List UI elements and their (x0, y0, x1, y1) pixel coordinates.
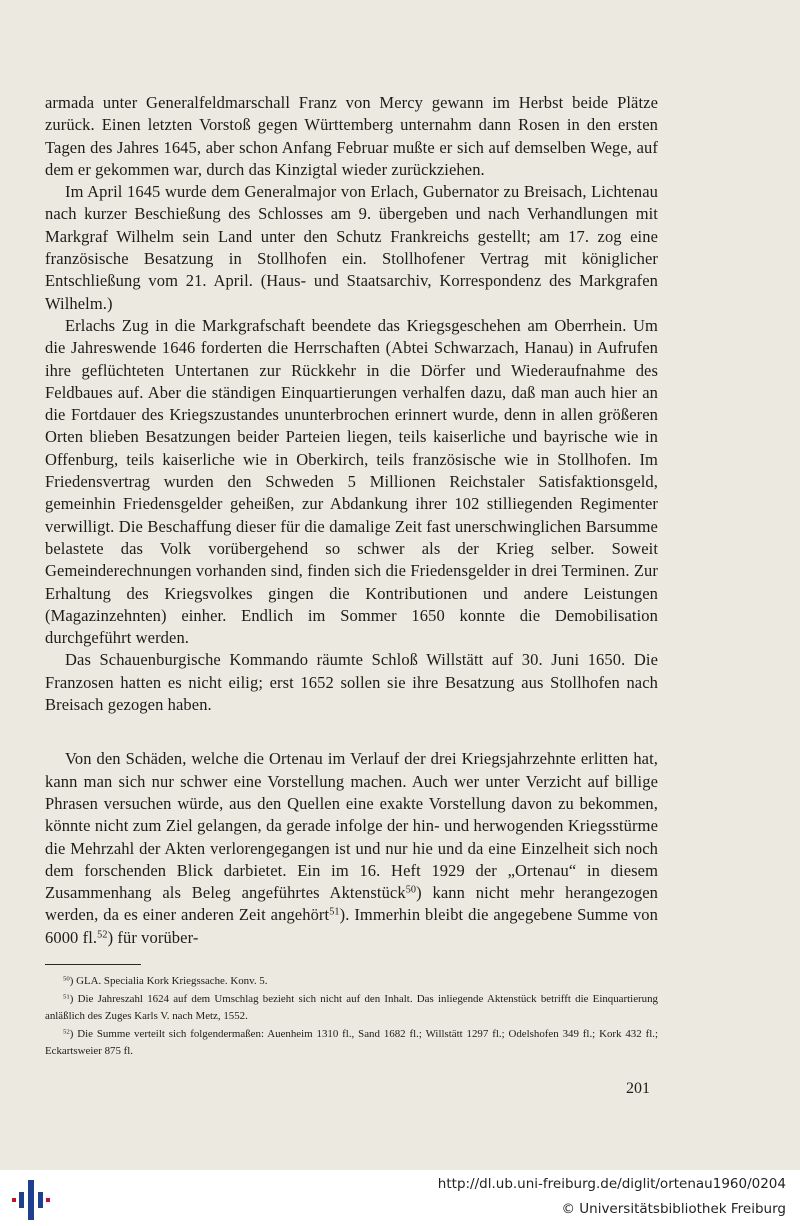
footnote-divider (45, 964, 141, 965)
paragraph: Im April 1645 wurde dem Generalmajor von Erlach, Gubernator zu Breisach, Lichtenau nach kurzer Beschießung des Schlosses am 9. übergeben und nach Verhandlungen mit Markgraf Wilhelm sein Land unter den Schutz Frankreichs gestellt; am 17. zog eine französische Besatzung in Stollhofen ein. Stollhofener Vertrag mit königlicher Entschließung vom 21. April. (Haus- und Staatsarchiv, Korrespondenz des Markgrafen Wilhelm.) (45, 182, 658, 313)
paragraph: Das Schauenburgische Kommando räumte Schloß Willstätt auf 30. Juni 1650. Die Franzosen hatten es nicht eilig; erst 1652 sollen sie ihre Besatzung aus Stollhofen nach Breisach gezogen haben. (45, 650, 658, 715)
paragraph-text: Von den Schäden, welche die Ortenau im Verlauf der drei Kriegsjahrzehnte erlitten hat, kann man sich nur schwer eine Vorstellung machen. Auch wer unter Verzicht auf billige Phrasen versuchen würde, aus den Quellen eine exakte Vorstellung davon zu bekommen, könnte nicht zum Ziel gelangen, da gerade infolge der hin- und herwogenden Kriegsstürme die Mehrzahl der Akten verlorengegangen ist und nur hie und da eine Einzelheit sich noch dem forschenden Blick darbietet. Ein im 16. Heft 1929 der „Ortenau“ in diesem Zusammenhang als Beleg angeführtes Aktenstück (45, 749, 658, 903)
paragraph-text: ). Immerhin bleibt die angegebene Summe von 6000 fl. (45, 905, 658, 947)
footnote (45, 1026, 658, 1061)
footnote-ref: 51 (329, 906, 340, 918)
footnote-ref: 50 (405, 884, 417, 896)
page-number: 201 (626, 1080, 650, 1097)
footnote (45, 991, 658, 1026)
paragraph (45, 748, 658, 949)
footnotes (45, 973, 658, 1061)
paragraph-text: ) für vorüber- (107, 927, 199, 947)
copyright-notice: © Universitätsbibliothek Freiburg (561, 1201, 786, 1217)
footnote-number: 50 (63, 975, 70, 983)
footnote (45, 973, 658, 991)
paragraph: armada unter Generalfeldmarschall Franz von Mercy gewann im Herbst beide Plätze zurück. Einen letzten Vorstoß gegen Württemberg unternahm dann Rosen in den ersten Tagen des Jahres 1645, aber schon Anfang Februar mußte er sich auf demselben Wege, auf dem er gekommen war, durch das Kinzigtal wieder zurückziehen. (45, 93, 658, 179)
permalink-url[interactable]: http://dl.ub.uni-freiburg.de/diglit/ortenau1960/0204 (437, 1176, 786, 1192)
body-text (45, 92, 658, 949)
footnote-text: ) Die Summe verteilt sich folgendermaßen: Auenheim 1310 fl., Sand 1682 fl.; Willstätt 1297 fl.; Odelshofen 349 fl.; Kork 432 fl.; Eckartsweier 875 fl. (45, 1027, 658, 1057)
section-gap (45, 716, 658, 748)
footnote-number: 52 (63, 1027, 70, 1035)
footnote-ref: 52 (97, 929, 108, 941)
paragraph-text: ) kann nicht mehr herangezogen werden, da es einer anderen Zeit angehört (45, 883, 658, 925)
ub-freiburg-logo-icon (10, 1178, 52, 1222)
paragraph: Erlachs Zug in die Markgrafschaft beendete das Kriegsgeschehen am Oberrhein. Um die Jahreswende 1646 forderten die Herrschaften (Abtei Schwarzach, Hanau) in Aufrufen ihre geflüchteten Untertanen zur Rückkehr in die Dörfer und Wiederaufnahme des Feldbaues auf. Aber die ständigen Einquartierungen verhalfen dazu, daß man auch hier an die Fortdauer des Kriegszustandes ununterbrochen erinnert wurde, denn in allen größeren Orten blieben Besatzungen beider Parteien liegen, teils kaiserliche und bayrische wie in Offenburg, teils kaiserliche wie in Oberkirch, teils französische wie in Stollhofen. Im Friedensvertrag wurden den Schweden 5 Millionen Reichstaler Satisfaktionsgeld, gemeinhin Friedensgelder geheißen, zur Abdankung ihrer 102 stilliegenden Regimenter verwilligt. Die Beschaffung dieser für die damalige Zeit fast unerschwinglichen Barsumme belastete das Volk vorübergehend so schwer als der Krieg selber. Soweit Gemeinderechnungen vorhanden sind, finden sich die Friedensgelder in drei Terminen. Zur Erhaltung des Kriegsvolkes gingen die Kontributionen und andere Leistungen (Magazinzehnten) einher. Endlich im Sommer 1650 konnte die Demobilisation durchgeführt werden. (45, 315, 658, 648)
footnote-number: 51 (63, 992, 70, 1000)
footnote-text: ) Die Jahreszahl 1624 auf dem Umschlag bezieht sich nicht auf den Inhalt. Das inliegende Aktenstück betrifft die Einquartierung anläßlich des Zuges Karls V. nach Metz, 1552. (45, 992, 658, 1022)
footnote-text: ) GLA. Specialia Kork Kriegssache. Konv. 5. (69, 975, 268, 987)
